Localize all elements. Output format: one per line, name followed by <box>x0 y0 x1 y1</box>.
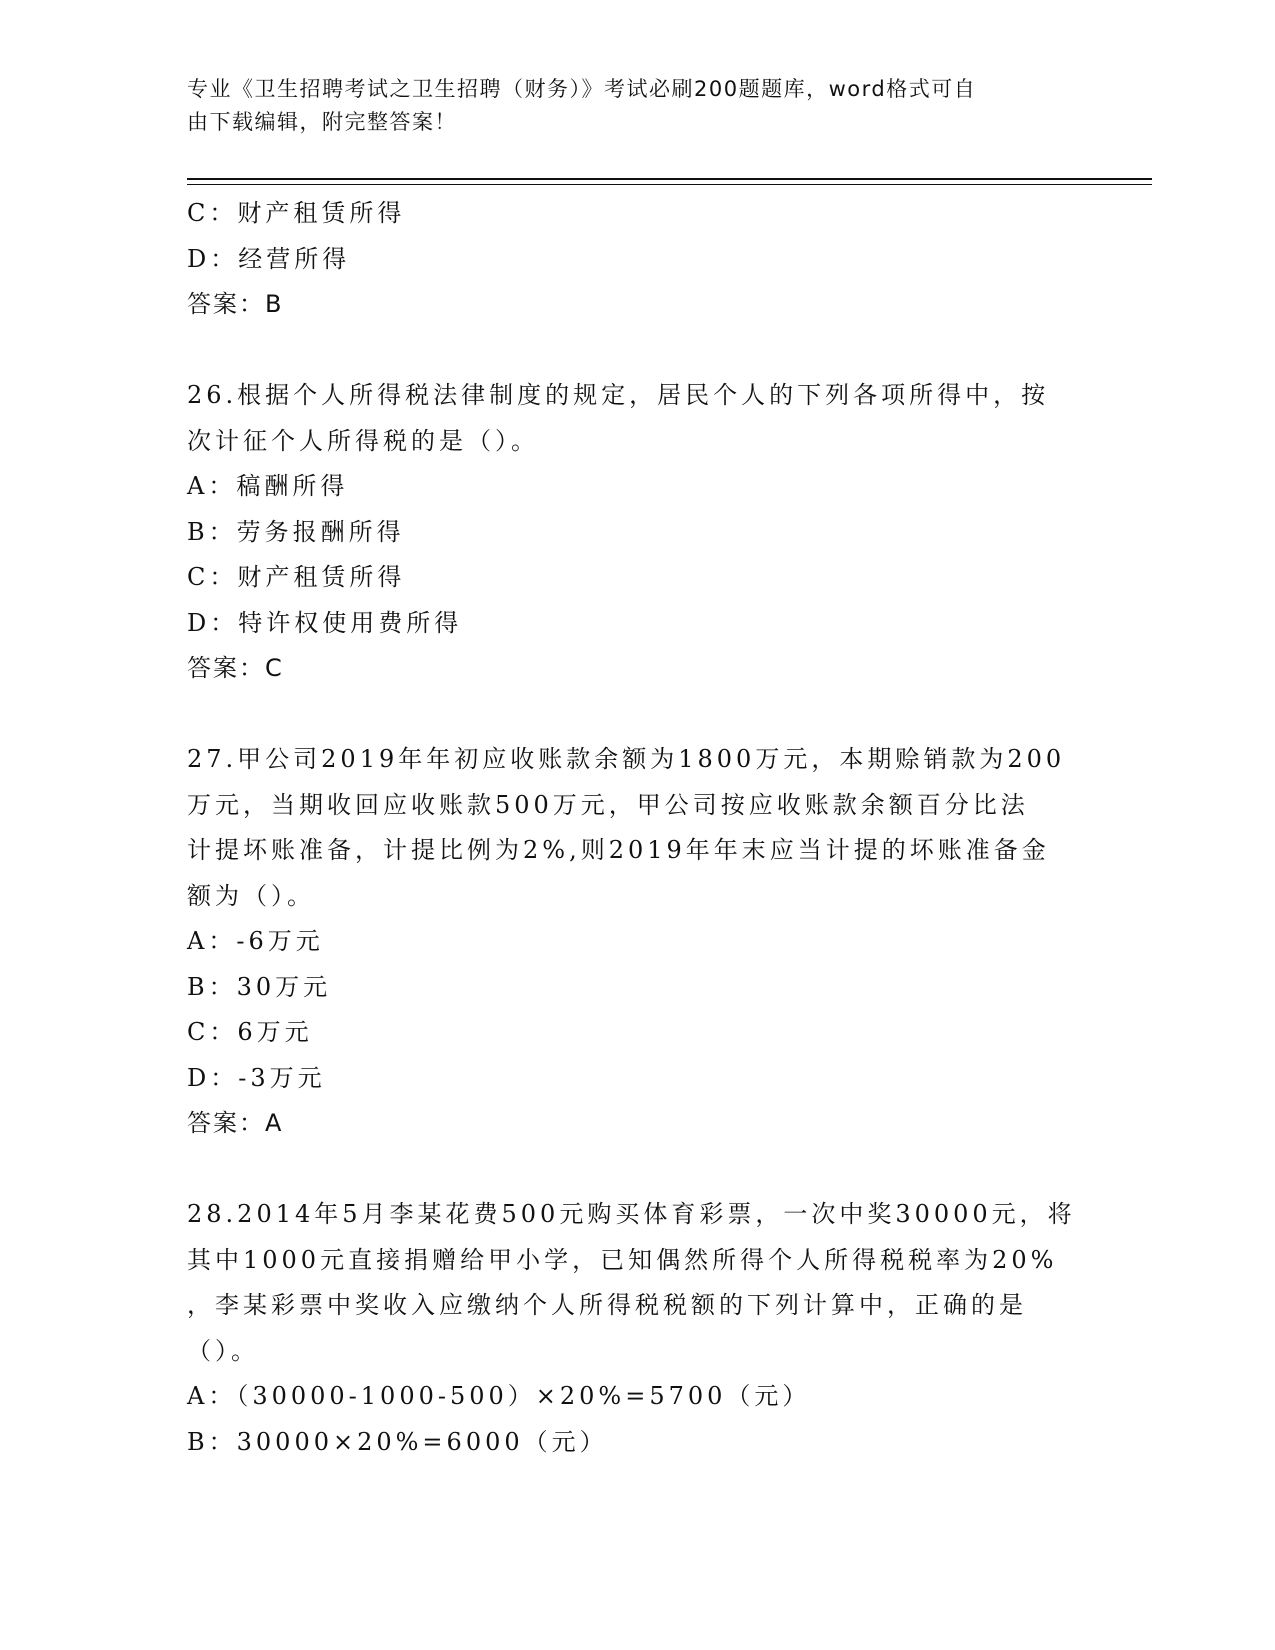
header-line-2: 由下载编辑，附完整答案！ <box>187 110 457 134</box>
option-d: D：特许权使用费所得 <box>187 608 463 637</box>
option-c: C：6万元 <box>187 1018 313 1046</box>
question-text: 27.甲公司2019年年初应收账款余额为1800万元，本期赊销款为200 <box>187 745 1066 773</box>
option-b: B：劳务报酬所得 <box>187 517 405 546</box>
header-line-1: 专业《卫生招聘考试之卫生招聘（财务）》考试必刷200题题库，word格式可自 <box>187 77 977 101</box>
question-28 <box>187 1192 1087 1465</box>
option-c: C：财产租赁所得 <box>187 563 406 591</box>
document-header <box>187 73 1067 139</box>
question-text: （）。 <box>187 1336 259 1365</box>
question-text: 额为（）。 <box>187 881 315 910</box>
prev-answer: 答案：B <box>187 290 284 318</box>
option-d: D：-3万元 <box>187 1063 326 1092</box>
prev-option-d: D：经营所得 <box>187 244 351 273</box>
option-a: A：（30000-1000-500）×20%=5700（元） <box>187 1382 811 1410</box>
prev-option-c: C：财产租赁所得 <box>187 199 406 227</box>
question-text: 26.根据个人所得税法律制度的规定，居民个人的下列各项所得中，按 <box>187 381 1050 409</box>
question-text: 次计征个人所得税的是（）。 <box>187 426 539 455</box>
answer: 答案：A <box>187 1109 284 1137</box>
header-divider-thick <box>187 178 1152 180</box>
question-content <box>187 191 1087 1465</box>
option-a: A：稿酬所得 <box>187 472 349 500</box>
option-a: A：-6万元 <box>187 927 324 955</box>
question-text: ，李某彩票中奖收入应缴纳个人所得税税额的下列计算中，正确的是 <box>187 1291 1027 1319</box>
question-text: 28.2014年5月李某花费500元购买体育彩票，一次中奖30000元，将 <box>187 1200 1076 1228</box>
question-text: 其中1000元直接捐赠给甲小学，已知偶然所得个人所得税税率为20% <box>187 1245 1058 1274</box>
question-text: 计提坏账准备，计提比例为2%,则2019年年末应当计提的坏账准备金 <box>187 836 1050 864</box>
header-divider-thin <box>187 184 1152 185</box>
question-27 <box>187 737 1087 1147</box>
question-text: 万元，当期收回应收账款500万元，甲公司按应收账款余额百分比法 <box>187 790 1029 819</box>
question-26 <box>187 373 1087 692</box>
option-b: B：30000×20%=6000（元） <box>187 1427 608 1456</box>
answer: 答案：C <box>187 654 284 682</box>
option-b: B：30万元 <box>187 972 332 1001</box>
